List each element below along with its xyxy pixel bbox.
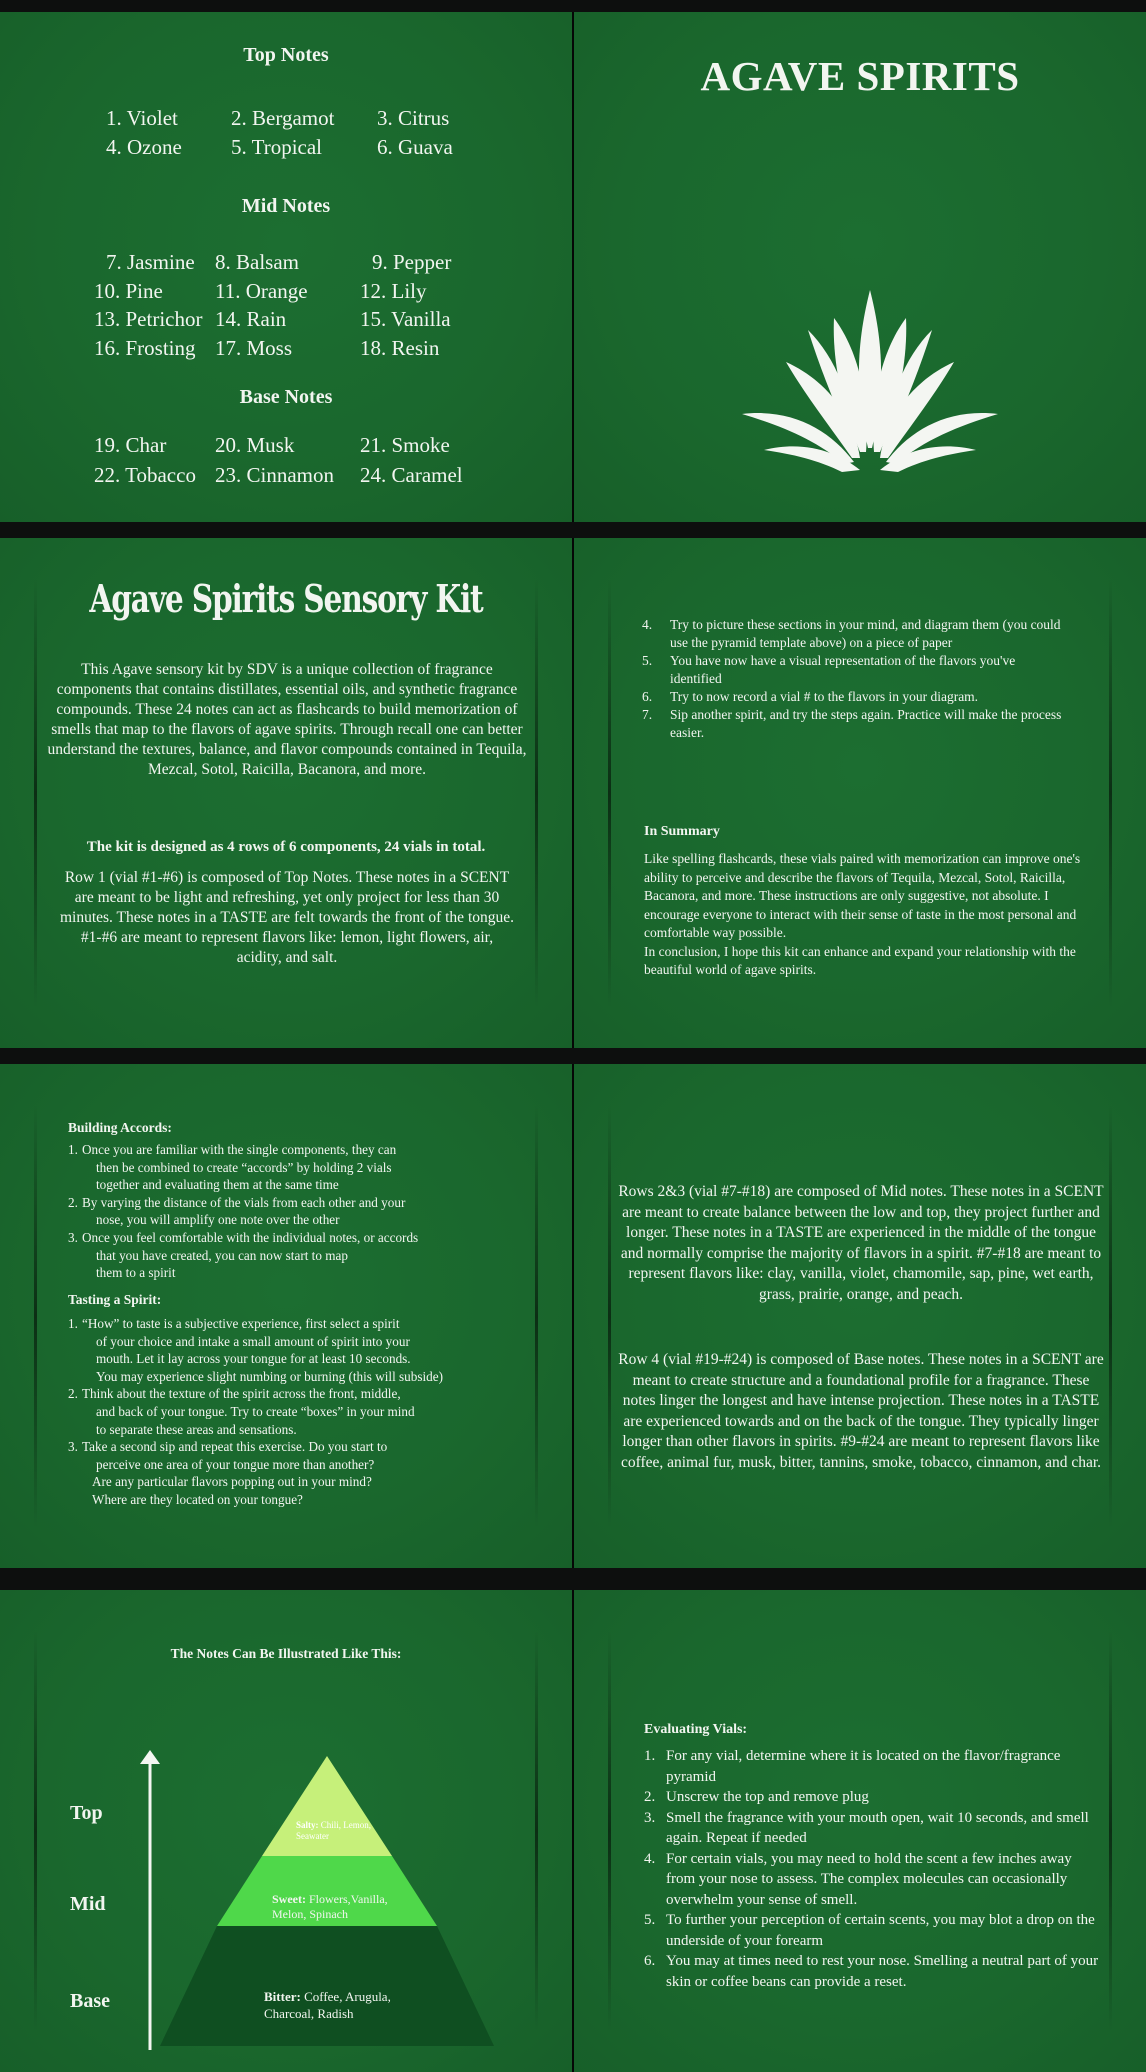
spread-accords-rows <box>0 1064 1146 1568</box>
label-top: Top <box>70 1802 103 1824</box>
bitter-label: Bitter: Coffee, Arugula, Charcoal, Radish <box>264 1989 391 2021</box>
note-item: 18. Resin <box>360 335 440 360</box>
note-item: 19. Char <box>94 433 167 457</box>
note-item: 24. Caramel <box>360 463 463 487</box>
note-item: 3. Citrus <box>377 106 450 130</box>
page-pyramid <box>0 1590 572 2072</box>
base-notes-heading: Base Notes <box>239 386 333 408</box>
note-item: 6. Guava <box>377 135 453 159</box>
base-notes-grid <box>94 430 470 490</box>
page-accords <box>0 1064 572 1568</box>
accords-heading: Building Accords: <box>68 1120 172 1135</box>
note-item: 9. Pepper <box>372 250 452 274</box>
mid-notes-heading: Mid Notes <box>241 195 331 217</box>
step-item: 4. Try to picture these sections in your mind, and diagram them (you could use the pyramid template above) on a piece of paper <box>642 617 1061 650</box>
step-item: 6. Try to now record a vial # to the flavors in your diagram. <box>642 689 979 704</box>
note-item: 17. Moss <box>215 335 293 360</box>
row1-paragraph: Row 1 (vial #1-#6) is composed of Top Notes. These notes in a SCENT are meant to be light and refreshing, yet only project for less than 30 minutes. These notes in a TASTE are felt towards the front of the tongue. #1-#6 are meant to represent flavors like: lemon, light flowers, air, acidity, and salt. <box>59 869 515 966</box>
intro-paragraph: This Agave sensory kit by SDV is a unique collection of fragrance components that contains distillates, essential oils, and synthetic fragrance compounds. These 24 notes can act as flashcards to build memorization of smells that map to the flavors of agave spirits. Through recall one can better understand the textures, balance, and flavor compounds contained in Tequila, Mezcal, Sotol, Raicilla, Bacanora, and more. <box>47 661 527 778</box>
tasting-step: 3. Take a second sip and repeat this exercise. Do you start to perceive one area of your tongue more than another? Are any particular flavors popping out in your mind? Where are they located on your tongue? <box>68 1439 388 1507</box>
spread-notes-cover <box>0 12 1146 522</box>
top-notes-grid <box>106 104 467 162</box>
note-item: 23. Cinnamon <box>215 463 334 487</box>
accords-list <box>68 1141 528 1282</box>
kit-title: Agave Spirits Sensory Kit <box>89 576 483 621</box>
note-item: 2. Bergamot <box>231 106 335 130</box>
tasting-heading: Tasting a Spirit: <box>68 1292 162 1307</box>
accord-step: 3. Once you feel comfortable with the individual notes, or accords that you have created, you can now start to map them to a spirit <box>68 1229 419 1281</box>
cover-title: AGAVE SPIRITS <box>700 53 1020 99</box>
note-item: 11. Orange <box>215 278 308 303</box>
note-item: 1. Violet <box>106 106 178 130</box>
note-item: 4. Ozone <box>106 135 182 159</box>
tasting-step: 2. Think about the texture of the spirit across the front, middle, and back of your tongue. Try to create “boxes” in your mind to separate these areas and sensations. <box>68 1386 415 1437</box>
note-item: 13. Petrichor <box>94 307 203 331</box>
note-item: 15. Vanilla <box>360 307 451 331</box>
agave-plant-icon <box>742 290 998 475</box>
pyramid-base-tier <box>160 1926 494 2046</box>
accord-step: 2. By varying the distance of the vials from each other and your nose, you will amplify one note over the other <box>68 1194 406 1228</box>
note-item: 20. Musk <box>215 433 295 457</box>
evaluating-item: 4. For certain vials, you may need to hold the scent a few inches away from your nose to assess. The complex molecules can occasionally overwhelm your sense of smell. <box>644 1850 1072 1908</box>
tasting-list <box>68 1315 528 1509</box>
note-item: 12. Lily <box>360 278 427 303</box>
mid-notes-grid <box>94 248 460 362</box>
evaluating-item: 5. To further your perception of certain scents, you may blot a drop on the underside of your forearm <box>644 1912 1095 1949</box>
rows23-paragraph: Rows 2&3 (vial #7-#18) are composed of Mid notes. These notes in a SCENT are meant to create balance between the low and top, they project further and longer. These notes in a TASTE are experienced in the middle of the tongue and normally comprise the majority of flavors in a spirit. #7-#18 are meant to represent flavors like: clay, vanilla, violet, chamomile, sap, pine, wet earth, grass, prairie, orange, and peach. <box>618 1183 1104 1303</box>
label-base: Base <box>70 1990 110 2012</box>
page-intro <box>0 538 572 1048</box>
note-item: 5. Tropical <box>231 135 323 159</box>
arrow-up-icon <box>140 1750 160 2050</box>
evaluating-list <box>644 1746 1100 1992</box>
steps-list <box>642 616 1062 742</box>
top-notes-heading: Top Notes <box>243 44 329 66</box>
evaluating-item: 2. Unscrew the top and remove plug <box>644 1789 869 1805</box>
note-item: 22. Tobacco <box>94 463 196 487</box>
evaluating-item: 6. You may at times need to rest your nose. Smelling a neutral part of your skin or coffee beans can provide a reset. <box>644 1953 1099 1990</box>
note-item: 8. Balsam <box>215 250 299 274</box>
page-cover <box>574 12 1146 522</box>
label-mid: Mid <box>70 1893 106 1915</box>
row4-paragraph: Row 4 (vial #19-#24) is composed of Base notes. These notes in a SCENT are meant to create structure and a foundational profile for a fragrance. These notes linger the longest and have intense projection. These notes in a TASTE are experienced towards and on the back of the tongue. They typically linger longer than other flavors in spirits. #9-#24 are meant to represent flavors like coffee, animal fur, musk, bitter, tannins, smoke, tobacco, cinnamon, and char. <box>618 1351 1104 1471</box>
note-item: 10. Pine <box>94 278 163 303</box>
page-evaluating <box>574 1590 1146 2072</box>
spread-intro-summary <box>0 538 1146 1048</box>
summary-paragraph: Like spelling flashcards, these vials paired with memorization can improve one's ability to perceive and describe the flavors of Tequila, Mezcal, Sotol, Raicilla, Bacanora, and more. These instructions are only suggestive, not absolute. I encourage everyone to interact with their sense of taste in the most personal and comfortable way possible. In conclusion, I hope this kit can enhance and expand your relationship with the beautiful world of agave spirits. <box>644 851 1081 977</box>
step-item: 5. You have now have a visual representation of the flavors you've identified <box>642 653 1016 686</box>
accord-step: 1. Once you are familiar with the single components, they can then be combined to create “accords” by holding 2 vials together and evaluating them at the same time <box>68 1142 397 1193</box>
evaluating-heading: Evaluating Vials: <box>644 1722 748 1737</box>
note-item: 21. Smoke <box>360 433 450 457</box>
salty-label: Salty: Chili, Lemon, Seawater <box>296 1820 371 1841</box>
sweet-label: Sweet: Flowers,Vanilla, Melon, Spinach <box>272 1892 388 1921</box>
evaluating-item: 3. Smell the fragrance with your mouth open, wait 10 seconds, and smell again. Repeat if needed <box>644 1809 1089 1846</box>
evaluating-item: 1. For any vial, determine where it is located on the flavor/fragrance pyramid <box>644 1748 1061 1785</box>
note-item: 16. Frosting <box>94 335 196 360</box>
pyramid-title: The Notes Can Be Illustrated Like This: <box>170 1646 402 1661</box>
page-rows <box>574 1064 1146 1568</box>
tasting-step: 1. “How” to taste is a subjective experience, first select a spirit of your choice and intake a small amount of spirit into your mouth. Let it lay across your tongue for at least 10 seconds. You may experience slight numbing or burning (this will subside) <box>68 1316 443 1384</box>
kit-design-line: The kit is designed as 4 rows of 6 components, 24 vials in total. <box>86 839 486 855</box>
page-summary <box>574 538 1146 1048</box>
spread-pyramid-evaluating <box>0 1590 1146 2072</box>
step-item: 7. Sip another spirit, and try the steps again. Practice will make the process easier. <box>642 707 1062 740</box>
page-notes-list <box>0 12 572 522</box>
note-item: 7. Jasmine <box>106 250 195 274</box>
note-item: 14. Rain <box>215 307 287 331</box>
summary-heading: In Summary <box>644 824 720 839</box>
